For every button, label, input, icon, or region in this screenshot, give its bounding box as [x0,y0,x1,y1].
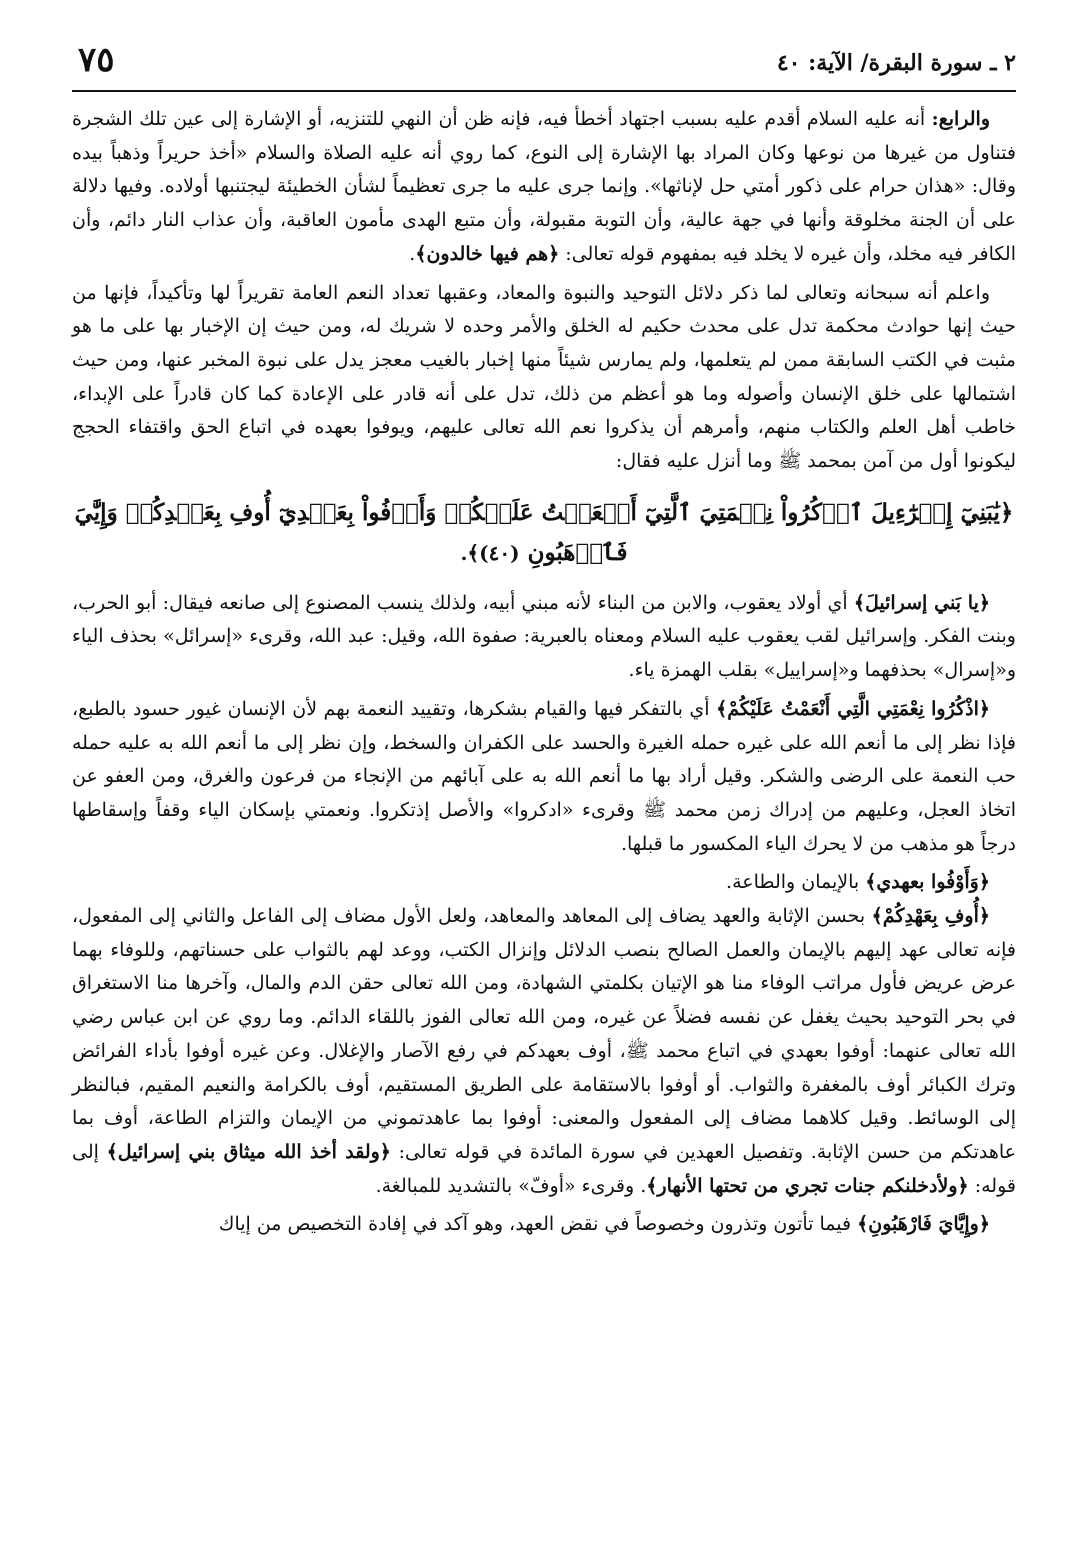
commentary-i-fulfill [72,900,1016,1203]
commentary-text: بالإيمان والطاعة. [726,871,866,894]
paragraph-lead: والرابع: [931,108,990,130]
quran-quote: ﴿هم فيها خالدون﴾ [415,242,560,265]
running-title: ٢ ـ سورة البقرة/ الآية: ٤٠ [776,50,1016,76]
commentary-text: أي أولاد يعقوب، والابن من البناء لأنه مبني أبيه، ولذلك ينسب المصنوع إلى صانعه فيقال: أبو الحرب، وبنت الفكر. وإسرائيل لقب يعقوب عليه السلام ومعناه بالعبرية: صفوة الله، وقيل: عبد الله، وقرىء «إسرائل» بحذف الياء و«إسرال» بحذفهما و«إسراييل» بقلب الهمزة ياء. [72,591,1016,682]
commentary-tail: . وقرىء «أوفّ» بالتشديد للمبالغة. [375,1174,647,1197]
page-header [72,38,1016,92]
paragraph-text: واعلم أنه سبحانه وتعالى لما ذكر دلائل التوحيد والنبوة والمعاد، وعقبها تعداد النعم العامة تقريراً لها وتأكيداً، فإنها من حيث إنها حوادث محكمة تدل على محدث حكيم له الخلق والأمر وحده لا شريك له، ومن حيث إن الإخبار بها على ما هو مثبت في الكتب السابقة ممن لم يتعلمها، ولم يمارس شيئاً منها إخبار بالغيب معجز يدل على نبوة المخبر عنها، ومن حيث اشتمالها على خلق الإنسان وأصوله وما هو أعظم من ذلك، تدل على أنه قادر على الإعادة كما كان قادراً على الإبداء، خاطب أهل العلم والكتاب منهم، وأمرهم أن يذكروا نعم الله تعالى عليهم، ويوفوا بعهده في اتباع الحق واقتفاء الحجج ليكونوا أول من آمن بمحمد ﷺ وما أنزل عليه فقال: [72,281,1016,473]
verse-text: ﴿يَٰبَنِيٓ إِسۡرَٰٓءِيلَ ٱذۡكُرُواْ نِعۡمَتِيَ ٱلَّتِيٓ أَنۡعَمۡتُ عَلَيۡكُمۡ وَأَوۡفُواْ بِعَهۡدِيٓ أُوفِ بِعَهۡدِكُمۡ وَإِيَّٰيَ فَٱرۡهَبُونِ [74,498,1014,566]
quran-verse [72,493,1016,573]
paragraph-fourth-reason [72,103,1016,272]
commentary-mid: إلى قوله: [72,1140,1016,1197]
ayah-number-marker: (٤٠)﴾. [460,540,520,565]
commentary-text: أي بالتفكر فيها والقيام بشكرها، وتقييد النعمة بهم لأن الإنسان غيور حسود بالطبع، فإذا نظر إلى ما أنعم الله على غيره حمله الغيرة والحسد على الكفران والسخط، وإن نظر إلى ما أنعم الله به عليه حمله حب النعمة على الرضى والشكر. وقيل أراد بها ما أنعم الله به على آبائهم من الإنجاء من فرعون والغرق، ومن العفو عن اتخاذ العجل، وعليهم من إدراك زمن محمد ﷺ وقرىء «ادكروا» والأصل إذتكروا. ونعمتي بإسكان الياء وقفاً وإسقاطها درجاً هو مذهب من لا يحرك الياء المكسور ما قبلها. [72,697,1016,855]
commentary-lead: ﴿وإِيَّايَ فَارْهَبُونِ﴾ [857,1213,990,1236]
quran-quote: ﴿ولأدخلنكم جنات تجري من تحتها الأنهار﴾ [646,1174,969,1197]
paragraph-tail: . [409,242,416,265]
quran-quote: ﴿ولقد أخذ الله ميثاق بني إسرائيل﴾ [106,1140,391,1163]
commentary-fulfill-covenant [72,866,1016,900]
commentary-lead: ﴿أُوفِ بِعَهْدِكُمْ﴾ [871,905,991,928]
commentary-sons-of-israel [72,587,1016,688]
commentary-text: فيما تأتون وتذرون وخصوصاً في نقض العهد، وهو آكد في إفادة التخصيص من إياك [218,1213,858,1236]
commentary-fear-me [72,1208,1016,1242]
commentary-remember-blessing [72,693,1016,862]
page-number: ٧٥ [78,40,115,80]
commentary-lead: ﴿يا بَني إسرائيلَ﴾ [853,591,990,614]
paragraph-introduction [72,277,1016,479]
commentary-lead: ﴿اذْكُرُوا نِعْمَتِي الَّتِي أَنْعَمْتُ عَلَيْكُمْ﴾ [716,697,990,720]
commentary-lead: ﴿وَأَوْفُوا بعهدي﴾ [865,871,990,894]
commentary-text: بحسن الإثابة والعهد يضاف إلى المعاهد والمعاهد، ولعل الأول مضاف إلى الفاعل والثاني إلى المفعول، فإنه تعالى عهد إليهم بالإيمان والعمل الصالح بنصب الدلائل وإنزال الكتب، ووعد لهم بالثواب على حسناتهم، وللوفاء بهما عرض عريض فأول مراتب الوفاء منا هو الإتيان بكلمتي الشهادة، ومن الله تعالى حقن الدم والمال، وآخرها منا الاستغراق في بحر التوحيد بحيث يغفل عن نفسه فضلاً عن غيره، ومن الله تعالى الفوز باللقاء الدائم. وما روي عن ابن عباس رضي الله تعالى عنهما: أوفوا بعهدي في اتباع محمد ﷺ، أوف بعهدكم في رفع الآصار والإغلال. وعن غيره أوفوا بأداء الفرائض وترك الكبائر أوف بالمغفرة والثواب. أو أوفوا بالاستقامة على الطريق المستقيم، أوف بالكرامة والنعيم المقيم، فبالنظر إلى الوسائط. وقيل كلاهما مضاف إلى المفعول والمعنى: أوفوا بما عاهدتموني من الإيمان والتزام الطاعة، أوف بما عاهدتكم من حسن الإثابة. وتفصيل العهدين في سورة المائدة في قوله تعالى: [72,905,1016,1163]
page-body [72,103,1016,1242]
paragraph-text: أنه عليه السلام أقدم عليه بسبب اجتهاد أخطأ فيه، فإنه ظن أن النهي للتنزيه، أو الإشارة إلى عين تلك الشجرة فتناول من غيرها من نوعها وكان المراد بها الإشارة إلى النوع، كما روي أنه عليه الصلاة والسلام «أخذ حريراً وذهباً بيده وقال: «هذان حرام على ذكور أمتي حل لإناثها». وإنما جرى عليه ما جرى تعظيماً لشأن الخطيئة ليجتنبها أولاده. وفيها دلالة على أن الجنة مخلوقة وأنها في جهة عالية، وأن التوبة مقبولة، وأن متبع الهدى مأمون العاقبة، وأن عذاب النار دائم، وأن الكافر فيه مخلد، وأن غيره لا يخلد فيه بمفهوم قوله تعالى: [72,108,1016,265]
